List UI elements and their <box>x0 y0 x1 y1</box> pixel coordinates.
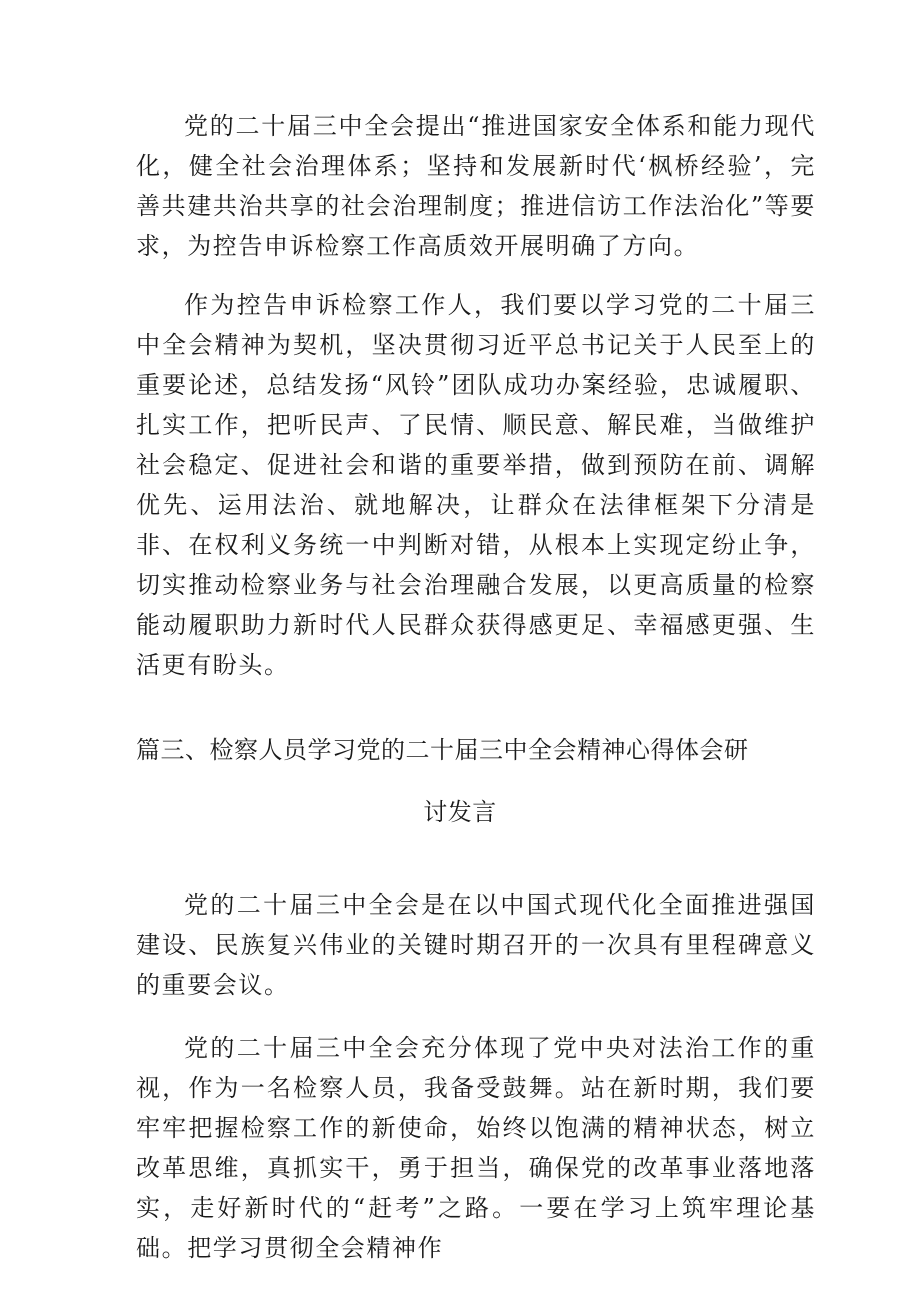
section-title-line-2: 讨发言 <box>423 798 497 826</box>
section-paragraph-1: 党的二十届三中全会是在以中国式现代化全面推进强国建设、民族复兴伟业的关键时期召开的一次具有里程碑意义的重要会议。 <box>136 891 816 999</box>
body-paragraph-1: 党的二十届三中全会提出“推进国家安全体系和能力现代化，健全社会治理体系；坚持和发展新时代‘枫桥经验’，完善共建共治共享的社会治理制度；推进信访工作法治化”等要求，为控告申诉检察工作高质效开展明确了方向。 <box>136 112 816 260</box>
body-paragraph-2: 作为控告申诉检察工作人，我们要以学习党的二十届三中全会精神为契机，坚决贯彻习近平总书记关于人民至上的重要论述，总结发扬“风铃”团队成功办案经验，忠诚履职、扎实工作，把听民声、了民情、顺民意、解民难，当做维护社会稳定、促进社会和谐的重要举措，做到预防在前、调解优先、运用法治、就地解决，让群众在法律框架下分清是非、在权利义务统一中判断对错，从根本上实现定纷止争，切实推动检察业务与社会治理融合发展，以更高质量的检察能动履职助力新时代人民群众获得感更足、幸福感更强、生活更有盼头。 <box>136 291 816 679</box>
section-title-line-1: 篇三、检察人员学习党的二十届三中全会精神心得体会研 <box>136 736 749 764</box>
section-paragraph-2: 党的二十届三中全会充分体现了党中央对法治工作的重视，作为一名检察人员，我备受鼓舞。站在新时期，我们要牢牢把握检察工作的新使命，始终以饱满的精神状态，树立改革思维，真抓实干，勇于担当，确保党的改革事业落地落实，走好新时代的“赶考”之路。一要在学习上筑牢理论基础。把学习贯彻全会精神作 <box>136 1034 816 1262</box>
